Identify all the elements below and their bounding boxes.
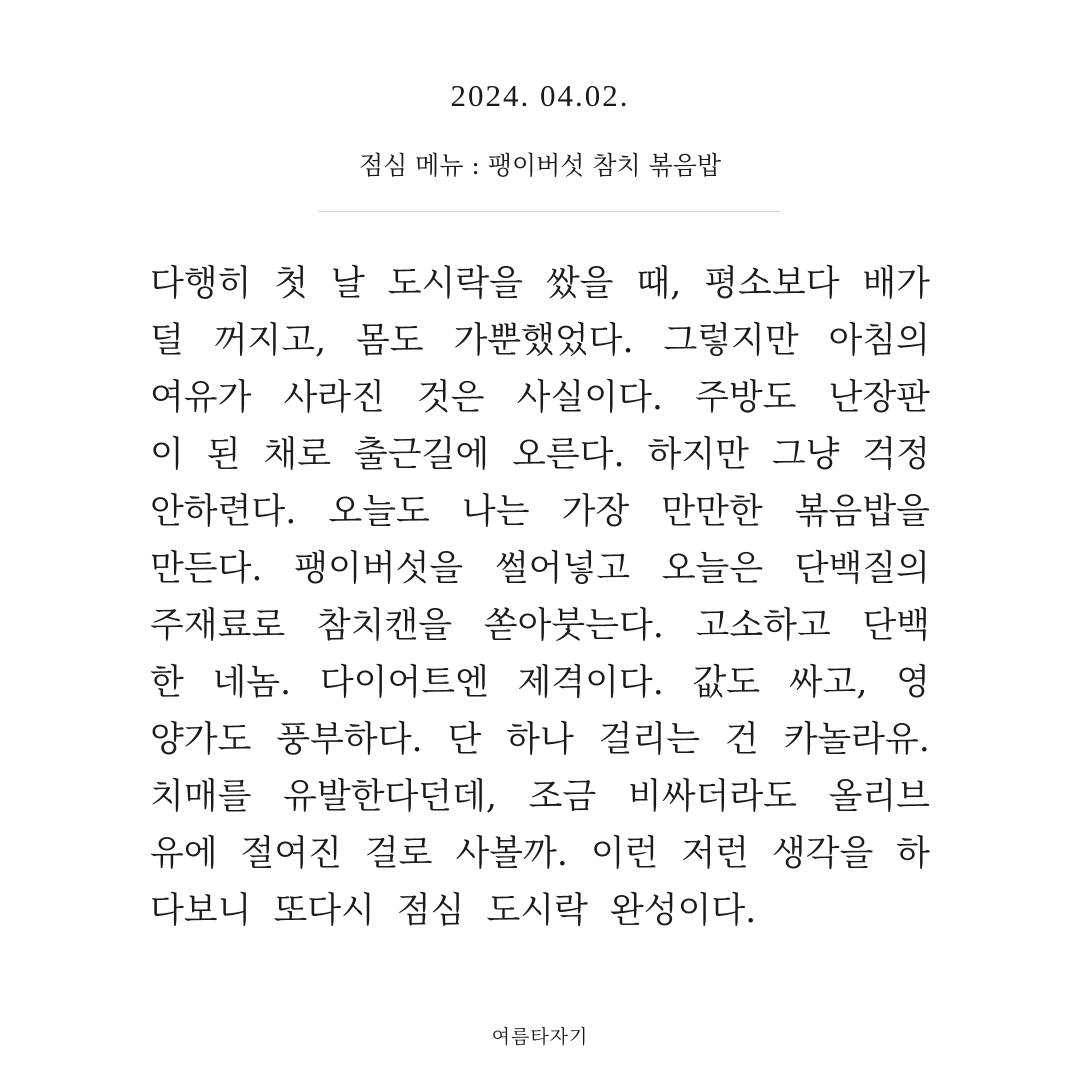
body-word: 사볼까. <box>455 834 568 874</box>
body-word: 날 <box>331 264 365 304</box>
body-word: 꺼지고, <box>213 321 327 361</box>
body-word: 이런 <box>590 834 659 874</box>
body-word: 단백 <box>862 606 930 646</box>
body-word: 배가 <box>862 264 930 304</box>
body-word: 단백질의 <box>794 549 930 589</box>
body-word: 다보니 <box>150 891 252 931</box>
body-word: 카놀라유. <box>783 720 930 760</box>
body-line <box>150 655 930 712</box>
body-word: 하나 <box>506 720 574 760</box>
body-word: 그렇지만 <box>663 321 799 361</box>
body-word: 도시락을 <box>387 264 523 304</box>
body-word: 생각을 <box>771 834 874 874</box>
body-line <box>150 313 930 370</box>
body-word: 그냥 <box>771 435 840 475</box>
body-word: 때, <box>636 264 682 304</box>
body-word: 단 <box>447 720 482 760</box>
body-word: 완성이다. <box>609 891 757 931</box>
body-word: 주방도 <box>695 378 797 418</box>
body-word: 출근길에 <box>353 435 490 475</box>
body-word: 걸로 <box>364 834 433 874</box>
body-word: 다행히 <box>150 264 252 304</box>
body-word: 치매를 <box>150 777 252 817</box>
body-word: 가장 <box>561 492 630 532</box>
body-word: 하지만 <box>647 435 749 475</box>
body-word: 점심 <box>396 891 465 931</box>
body-line <box>150 598 930 655</box>
body-word: 절여진 <box>240 834 342 874</box>
body-word: 비싸더라도 <box>627 777 797 817</box>
body-word: 한 <box>150 663 184 703</box>
body-line <box>150 427 930 484</box>
body-line <box>150 256 930 313</box>
body-line <box>150 769 930 826</box>
body-line <box>150 484 930 541</box>
body-word: 사라진 <box>283 378 385 418</box>
body-word: 네놈. <box>212 663 292 703</box>
body-word: 영 <box>896 663 930 703</box>
body-word: 걸리는 <box>598 720 701 760</box>
body-line <box>150 370 930 427</box>
body-word: 제격이다. <box>517 663 664 703</box>
body-word: 아침의 <box>828 321 930 361</box>
body-word: 값도 <box>692 663 761 703</box>
body-word: 팽이버섯을 <box>294 549 464 589</box>
body-word: 주재료로 <box>150 606 286 646</box>
body-line <box>150 826 930 883</box>
body-line <box>150 541 930 598</box>
body-word: 하 <box>896 834 930 874</box>
body-word: 유에 <box>150 834 218 874</box>
body-word: 오늘은 <box>661 549 764 589</box>
body-word: 싸고, <box>788 663 868 703</box>
body-line <box>150 883 930 940</box>
body-word: 평소보다 <box>704 264 840 304</box>
body-word: 여유가 <box>150 378 252 418</box>
body-word: 오늘도 <box>328 492 430 532</box>
body-line <box>150 712 930 769</box>
body-word: 썰어넣고 <box>494 549 631 589</box>
body-word: 쌌을 <box>545 264 614 304</box>
body-word: 올리브 <box>828 777 930 817</box>
body-word: 다이어트엔 <box>319 663 489 703</box>
body-word: 참치캔을 <box>316 606 453 646</box>
body-word: 덜 <box>150 321 184 361</box>
body-word: 난장판 <box>828 378 930 418</box>
body-word: 안하련다. <box>150 492 297 532</box>
body-word: 만든다. <box>150 549 263 589</box>
diary-body <box>150 256 930 940</box>
signature: 여름타자기 <box>491 1026 589 1048</box>
body-word: 볶음밥을 <box>794 492 930 532</box>
body-word: 또다시 <box>273 891 375 931</box>
date-heading: 2024. 04.02. <box>450 78 630 113</box>
body-word: 가뿐했었다. <box>453 321 634 361</box>
body-word: 된 <box>206 435 241 475</box>
body-word: 나는 <box>461 492 530 532</box>
body-word: 사실이다. <box>516 378 664 418</box>
body-word: 고소하고 <box>695 606 831 646</box>
body-word: 유발한다던데, <box>283 777 498 817</box>
body-word: 양가도 <box>150 720 252 760</box>
body-word: 도시락 <box>486 891 588 931</box>
body-word: 것은 <box>416 378 485 418</box>
body-word: 저런 <box>681 834 749 874</box>
body-word: 조금 <box>528 777 597 817</box>
body-word: 풍부하다. <box>276 720 423 760</box>
body-word: 만만한 <box>661 492 763 532</box>
body-word: 건 <box>724 720 759 760</box>
body-word: 첫 <box>274 264 309 304</box>
body-word: 걱정 <box>862 435 930 475</box>
body-word: 채로 <box>263 435 332 475</box>
body-word: 이 <box>150 435 184 475</box>
body-word: 몸도 <box>356 321 424 361</box>
divider <box>318 211 780 212</box>
body-word: 쏟아붓는다. <box>483 606 664 646</box>
body-word: 오른다. <box>512 435 625 475</box>
menu-title: 점심 메뉴 : 팽이버섯 참치 볶음밥 <box>358 151 722 180</box>
